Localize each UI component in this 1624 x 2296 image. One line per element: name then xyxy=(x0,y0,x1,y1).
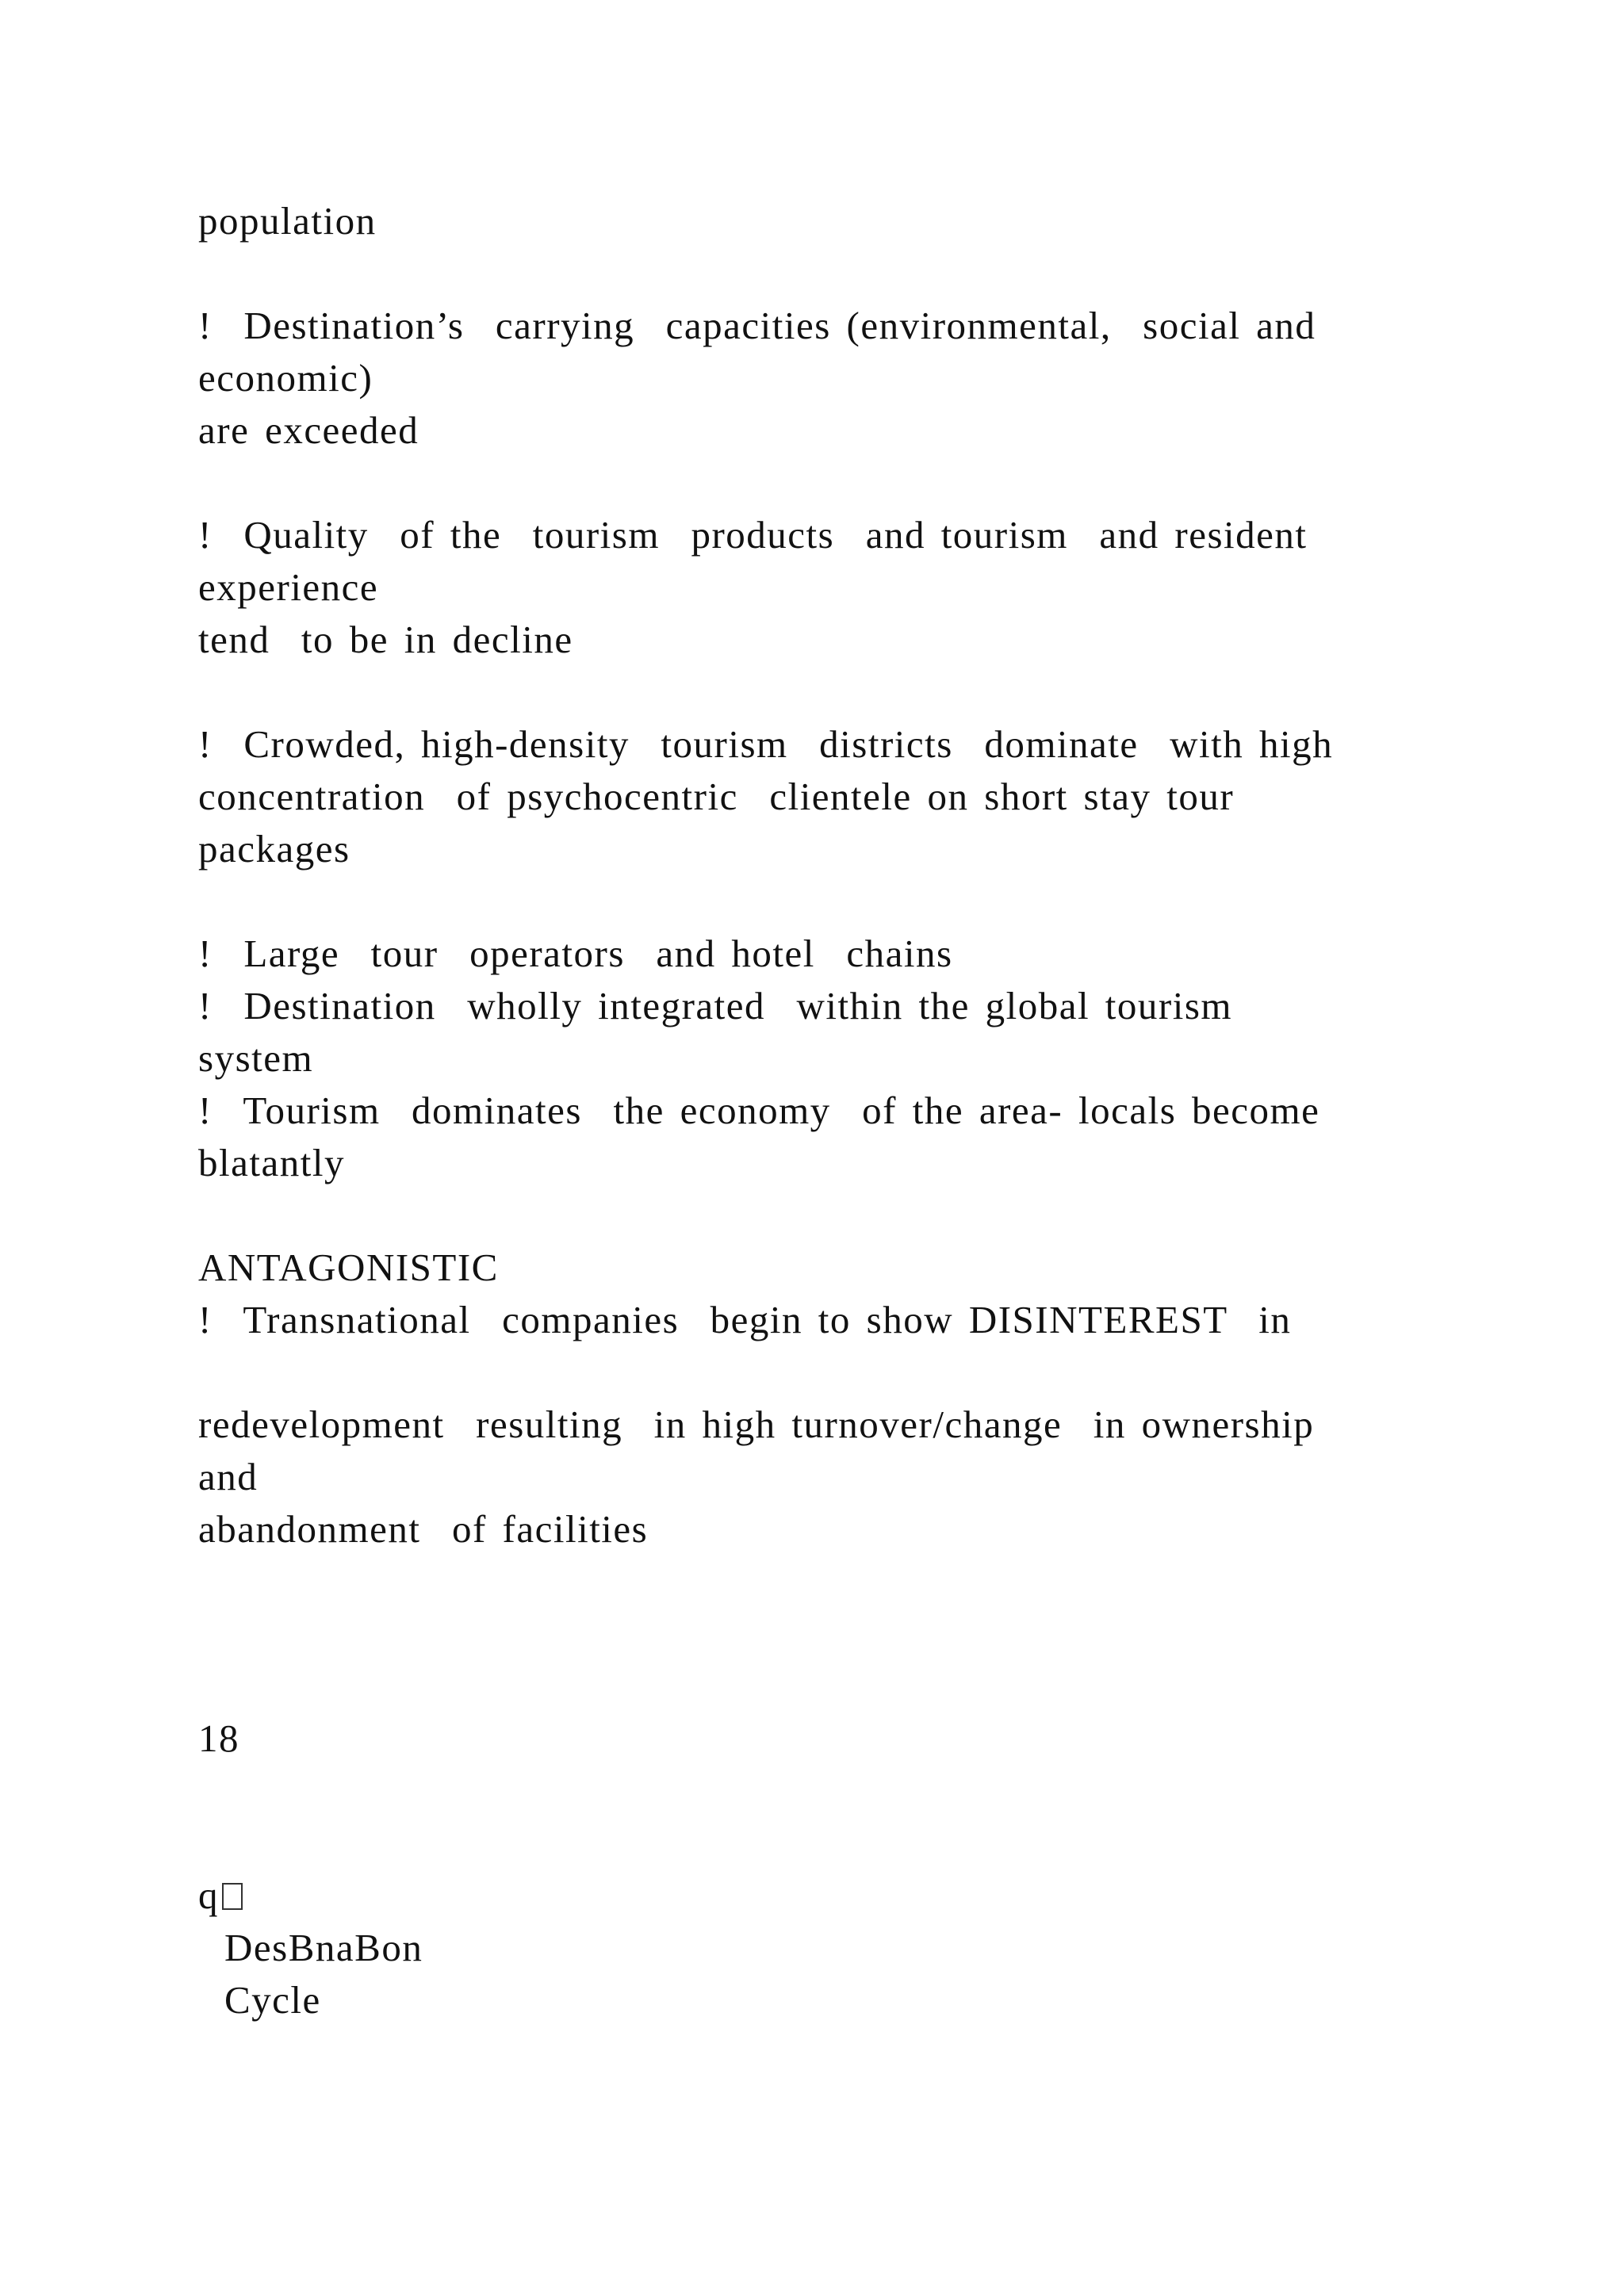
text-line: abandonment of facilities xyxy=(198,1507,649,1551)
text-line: redevelopment resulting in high turnover/change in ownership xyxy=(198,1402,1315,1446)
text-line: concentration of psychocentric clientele on short stay tour xyxy=(198,775,1235,818)
footer-title-line1: DesBnaBon xyxy=(224,1926,423,1969)
text-line: experience xyxy=(198,565,379,609)
text-line: ANTAGONISTIC xyxy=(198,1246,499,1289)
text-line: economic) xyxy=(198,356,373,400)
bullet-line: ! Destination’s carrying capacities (environmental, social and xyxy=(198,304,1316,347)
text-line: population xyxy=(198,199,377,243)
missing-glyph-icon xyxy=(222,1883,243,1910)
text-line: packages xyxy=(198,827,350,871)
text-line: are exceeded xyxy=(198,408,419,452)
bullet-line: ! Destination wholly integrated within the global tourism xyxy=(198,984,1233,1027)
bullet-line: ! Transnational companies begin to show DISINTEREST in xyxy=(198,1298,1292,1341)
text-line: blatantly xyxy=(198,1141,345,1184)
footer-glyph-prefix: q xyxy=(198,1873,219,1917)
bullet-line: ! Tourism dominates the economy of the area- locals become xyxy=(198,1089,1320,1132)
page-number: 18 xyxy=(198,1716,239,1760)
text-line: and xyxy=(198,1455,259,1498)
footer-title-line2: Cycle xyxy=(224,1978,321,2022)
bullet-line: ! Large tour operators and hotel chains xyxy=(198,932,953,975)
bullet-line: ! Crowded, high-density tourism districts dominate with high xyxy=(198,722,1334,766)
text-line: tend to be in decline xyxy=(198,618,573,661)
bullet-line: ! Quality of the tourism products and tourism and resident xyxy=(198,513,1308,557)
text-line: system xyxy=(198,1036,314,1080)
footer-glyph-line xyxy=(198,1869,243,1922)
